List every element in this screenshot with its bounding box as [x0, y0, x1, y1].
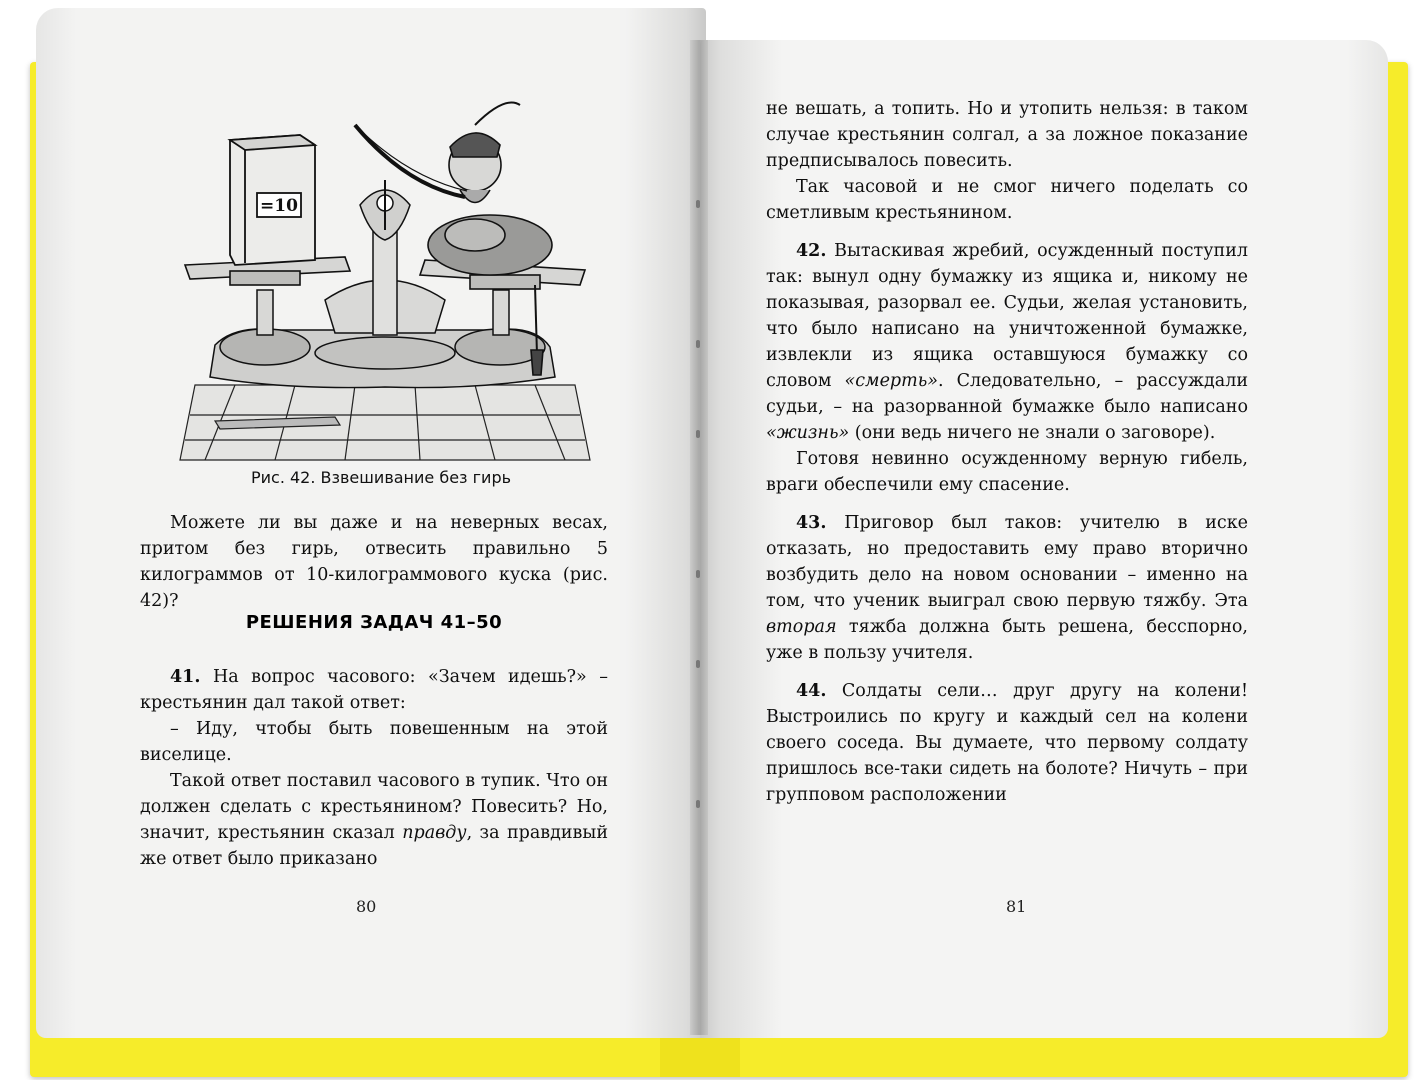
solution-41-paragraph	[140, 664, 608, 716]
figure-caption: Рис. 42. Взвешивание без гирь	[250, 468, 512, 487]
solution-41-end: не вешать, а топить. Но и утопить нельзя: в таком случае крестьянин солгал, а за ложное показание предписывалось повесить.	[766, 99, 1248, 171]
solution-42-paragraph	[766, 238, 1248, 446]
solution-41-text-a: Такой ответ поставил часового в тупик. Что он должен сделать с крестьянином? Повесить? Но, значит, крестьянин сказал	[140, 771, 608, 843]
weight-label: =10	[260, 196, 298, 216]
binding-stitch	[696, 570, 700, 578]
solution-41-text-b: , за правдивый же ответ было приказано	[140, 823, 608, 869]
book-spine	[660, 1035, 740, 1077]
page-number-right: 81	[1006, 897, 1027, 916]
binding-stitch	[696, 200, 700, 208]
emphasis: «жизнь»	[766, 423, 850, 443]
binding-stitch	[696, 800, 700, 808]
solution-41-text: На вопрос часового: «Зачем идешь?» – крестьянин дал такой ответ:	[140, 667, 608, 713]
solution-41-conclusion: Так часовой и не смог ничего поделать со сметливым крестьянином.	[766, 177, 1248, 223]
emphasis: вторая	[766, 617, 837, 637]
page-fold	[690, 40, 708, 1035]
solution-42-text-a: Вытаскивая жребий, осужденный поступил так: вынул одну бумажку из ящика и, никому не показывая, разорвал ее. Судьи, желая установить, что было написано на уничтоженной бумажке, извлекли из ящика оставшуюся бумажку со словом	[766, 241, 1248, 391]
solution-42-conclusion: Готовя невинно осужденному верную гибель, враги обеспечили ему спасение.	[766, 449, 1248, 495]
binding-stitch	[696, 430, 700, 438]
page-number-left: 80	[356, 897, 377, 916]
emphasis: «смерть»	[844, 371, 938, 391]
problem-paragraph	[140, 510, 608, 626]
scale-illustration	[175, 85, 595, 465]
solution-42-text-b: . Следовательно, – рассуждали судьи, – на разорванной бумажке было написано	[766, 371, 1248, 417]
solution-number: 43.	[796, 513, 827, 533]
solution-41-continuation	[140, 768, 608, 872]
solution-43-text-a: Приговор был таков: учителю в иске отказать, но предоставить ему право вторично возбудить дело на новом основании – именно на том, что ученик выиграл свою первую тяжбу. Эта	[766, 513, 1248, 611]
solution-44-text: Солдаты сели… друг другу на колени! Выстроились по кругу и каждый сел на колени своего соседа. Вы думаете, что первому солдату пришлось все-таки сидеть на болоте? Ничуть – при групповом расположении	[766, 681, 1248, 805]
right-page-text	[766, 96, 1248, 820]
solution-number: 42.	[796, 241, 827, 261]
emphasis: правду	[402, 823, 467, 843]
binding-stitch	[696, 340, 700, 348]
solutions-left-column	[140, 664, 608, 884]
problem-text: Можете ли вы даже и на неверных весах, притом без гирь, отвесить правильно 5 килограммов от 10-килограммового куска (рис. 42)?	[140, 513, 608, 611]
solution-number: 41.	[170, 667, 201, 687]
solution-41-dialogue: – Иду, чтобы быть повешенным на этой виселице.	[140, 719, 608, 765]
solution-number: 44.	[796, 681, 827, 701]
solution-43-paragraph	[766, 510, 1248, 666]
binding-stitch	[696, 660, 700, 668]
section-heading: РЕШЕНИЯ ЗАДАЧ 41–50	[245, 612, 503, 633]
solution-44-paragraph	[766, 678, 1248, 808]
solution-43-text-b: тяжба должна быть решена, бесспорно, уже в пользу учителя.	[766, 617, 1248, 663]
solution-42-text-c: (они ведь ничего не знали о заговоре).	[854, 423, 1216, 443]
